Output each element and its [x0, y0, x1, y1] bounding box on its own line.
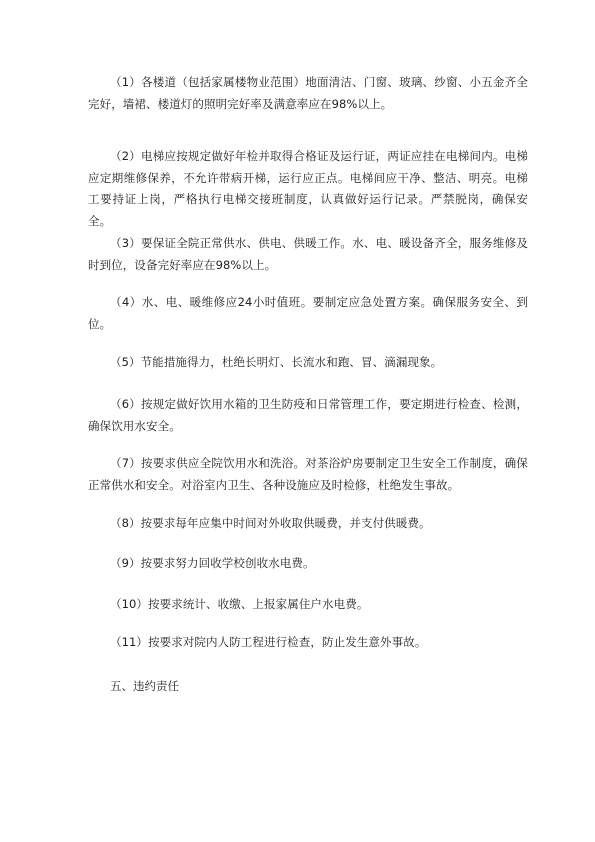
paragraph-2: （2）电梯应按规定做好年检并取得合格证及运行证，两证应挂在电梯间内。电梯应定期维修保养，不允许带病开梯，运行应正点。电梯间应干净、整洁、明亮。电梯工要持证上岗，严格执行电梯交接班制度，认真做好运行记录。严禁脱岗，确保安全。 — [88, 149, 528, 228]
paragraph-6: （6）按规定做好饮用水箱的卫生防疫和日常管理工作，要定期进行检查、检测，确保饮用水安全。 — [88, 397, 528, 433]
paragraph-10: （10）按要求统计、收缴、上报家属住户水电费。 — [110, 597, 369, 611]
paragraph-11: （11）按要求对院内人防工程进行检查，防止发生意外事故。 — [110, 635, 427, 649]
paragraph-3: （3）要保证全院正常供水、供电、供暖工作。水、电、暖设备齐全，服务维修及时到位，设备完好率应在98%以上。 — [88, 236, 528, 272]
paragraph-8: （8）按要求每年应集中时间对外收取供暖费，并支付供暖费。 — [110, 516, 431, 530]
paragraph-9: （9）按要求努力回收学校创收水电费。 — [110, 556, 315, 570]
section-heading: 五、违约责任 — [110, 679, 179, 693]
paragraph-4: （4）水、电、暖维修应24小时值班。要制定应急处置方案。确保服务安全、到位。 — [88, 295, 528, 331]
paragraph-1: （1）各楼道（包括家属楼物业范围）地面清洁、门窗、玻璃、纱窗、小五金齐全完好，墙裙、楼道灯的照明完好率及满意率应在98%以上。 — [88, 75, 528, 111]
paragraph-5: （5）节能措施得力，杜绝长明灯、长流水和跑、冒、滴漏现象。 — [110, 355, 443, 369]
paragraph-7: （7）按要求供应全院饮用水和洗浴。对茶浴炉房要制定卫生安全工作制度，确保正常供水和安全。对浴室内卫生、各种设施应及时检修，杜绝发生事故。 — [88, 456, 528, 492]
